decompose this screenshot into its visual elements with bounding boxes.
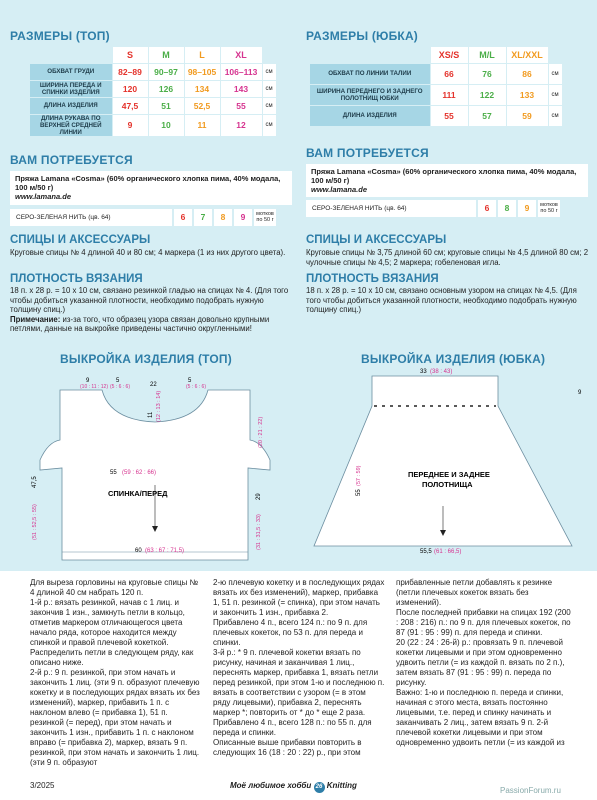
sizes-skirt-table: XS/S M/L XL/XXL ОБХВАТ ПО ЛИНИИ ТАЛИИ 66 76 86 см ШИРИНА ПЕРЕДНЕГО И ЗАДНЕГО ПОЛОТНИЩ ЮБКИ 111 122 133 см ДЛИНА ИЗДЕЛИЯ 55 57 59 см — [310, 47, 563, 127]
needles-left-title: СПИЦЫ И АКСЕССУАРЫ — [10, 234, 151, 246]
color-row-right: СЕРО-ЗЕЛЕНАЯ НИТЬ (цв. 64) 6 8 9 мотков по 50 г — [306, 200, 560, 217]
dim-shoulder-a-alt: (10 : 11 : 12) — [80, 384, 108, 390]
dim-neck-depth: 11 — [148, 411, 154, 418]
dim-side: (31 : 31,5 : 33) — [256, 514, 262, 550]
top-pattern-diagram — [20, 370, 295, 565]
dim-shoulder-b-alt: (5 : 6 : 6) — [110, 384, 131, 390]
dim-total-height-main: 47,5 — [32, 476, 38, 488]
body-column-1: Для выреза горловины на круговые спицы № 4 длиной 40 см набрать 120 п. 1-й р.: вязать резинкой, начав с 1 лиц. и закончив 1 изн., замкнуть петли в кольцо, отметив маркером отличающегося цвета начало ряда, которое находится между спинкой и правой плечевой кокеткой. Распределить петли в следующем ряду, как описано ниже. 2-й р.: 9 п. резинкой, при этом начать и закончить 1 лиц. (эти 9 п. образуют плечевую кокетку и в последующих рядах вязать их без изменений), маркер, прибавить 1 п. с наклоном влево (= прибавка 1), 51 п. резинкой (= перед), при этом начать и закончить 1 изн., прибавить 1 п. с наклоном вправо (= прибавка 2), маркер, вязать 9 п. резинкой, при этом начать и закончить 1 лиц. (эти 9 п. образуют — [30, 578, 200, 767]
table-row: ДЛИНА ИЗДЕЛИЯ 47,5 51 52,5 55 см — [30, 97, 276, 114]
pattern-top-label: СПИНКА/ПЕРЕД — [108, 489, 168, 498]
body-column-2: 2-ю плечевую кокетку и в последующих рядах вязать их без изменений), маркер, прибавка 1, 51 п. резинкой (= спинка), при этом начать и закончить 1 изн., прибавка 2. Прибавлено 4 п., всего 124 п.: по 9 п. для плечевых кокеток, по 53 п. для переда и спинки. 3-й р.: * 9 п. плечевой кокетки вязать по рисунку, начиная и заканчивая 1 лиц., переснять маркер, прибавка 1, вязать петли перед резинкой, при этом 1-ю и последнюю п. вязать в соответствии с узором (= в этом ряду лицевыми), прибавка 2, переснять маркер *; повторить от * до * еще 2 раза. Прибавлено 4 п., всего 128 п.: по 55 п. для переда и спинки. Описанные выше прибавки повторить в следующих 16 (18 : 20 : 22) р., при этом — [213, 578, 385, 757]
need-right-title: ВАМ ПОТРЕБУЕТСЯ — [306, 146, 429, 160]
body-column-3: прибавленные петли добавлять к резинке (петли плечевых кокеток вязать без изменений). После последней прибавки на спицах 192 (200 : 208 : 216) п.: по 9 п. для плечевых кокеток, по 87 (91 : 95 : 99) п. для переда и спинки. 20 (22 : 24 : 26-й) р.: провязать 9 п. плечевой кокетки лицевыми и при этом одновременно удвоить петли (= из каждой п. вязать по 2 п.), затем вязать 87 (91 : 95 : 99) п. переда по рисунку. Важно: 1-ю и последнюю п. переда и спинки, начиная с этого места, вязать постоянно лицевыми, т.е. перед и спинку начинать и заканчивать 2 лиц., затем вязать 9 п. 2-й плечевой кокетки лицевыми и при этом одновременно удвоить петли (= из каждой из — [396, 578, 571, 747]
dim-waist: 33 — [420, 369, 427, 375]
yarn-info-left: Пряжа Lamana «Cosma» (60% органического хлопка пима, 40% модала, 100 м/50 г) www.lamana.de — [10, 171, 292, 205]
gauge-left-title: ПЛОТНОСТЬ ВЯЗАНИЯ — [10, 273, 143, 285]
dim-bottom-width-alt: (63 : 67 : 71,5) — [145, 548, 185, 554]
table-row: ОБХВАТ ПО ЛИНИИ ТАЛИИ 66 76 86 см — [310, 63, 562, 84]
magazine-brand: Моё любимое хобби 26 Knitting — [230, 781, 357, 793]
issue-number: 3/2025 — [30, 781, 55, 790]
sizes-top-table: S M L XL ОБХВАТ ГРУДИ 82–89 90–97 98–105 106–113 см ШИРИНА ПЕРЕДА И СПИНКИ ИЗДЕЛИЯ 120 126 134 143 см ДЛИНА ИЗДЕЛИЯ 47,5 51 52,5 55 см ДЛИНА РУКАВА ПО ВЕРХНЕЙ СРЕДНЕЙ ЛИНИИ 9 10 11 12 см — [30, 47, 277, 137]
dim-total-height: (51 : 52,5 : 55) — [32, 504, 38, 540]
table-row: ДЛИНА ИЗДЕЛИЯ 55 57 59 см — [310, 105, 562, 126]
skirt-label-1: ПЕРЕДНЕЕ И ЗАДНЕЕ — [408, 470, 490, 479]
dim-band: 9 — [578, 390, 582, 396]
table-row: ОБХВАТ ГРУДИ 82–89 90–97 98–105 106–113 см — [30, 63, 276, 80]
dim-shoulder-b-right-alt: (5 : 6 : 6) — [186, 384, 207, 390]
dim-bottom-width: 60 — [135, 548, 142, 554]
gauge-right-title: ПЛОТНОСТЬ ВЯЗАНИЯ — [306, 273, 439, 285]
dim-neck-depth-alt: (12 : 13 : 14) — [156, 390, 162, 422]
dim-hem: 55,5 — [420, 549, 432, 555]
needles-right-title: СПИЦЫ И АКСЕССУАРЫ — [306, 234, 447, 246]
dim-height: 55 — [356, 489, 362, 496]
dim-shoulder-a: 9 — [86, 378, 90, 384]
sizes-top-title: РАЗМЕРЫ (ТОП) — [10, 29, 110, 43]
needles-right-text: Круговые спицы № 3,75 длиной 60 см; круговые спицы № 4,5 длиной 80 см; 2 чулочные спицы № 4,5; 2 маркера; гобеленовая игла. — [306, 248, 589, 267]
pattern-skirt-title: ВЫКРОЙКА ИЗДЕЛИЯ (ЮБКА) — [361, 352, 546, 366]
table-row: ШИРИНА ПЕРЕДНЕГО И ЗАДНЕГО ПОЛОТНИЩ ЮБКИ 111 122 133 см — [310, 84, 562, 105]
dim-shoulder-b-right: 5 — [188, 378, 192, 384]
yarn-info-right: Пряжа Lamana «Cosma» (60% органического хлопка пима, 40% модала, 100 м/50 г) www.lamana.de — [306, 164, 588, 197]
pattern-top-title: ВЫКРОЙКА ИЗДЕЛИЯ (ТОП) — [60, 352, 232, 366]
table-row: ДЛИНА РУКАВА ПО ВЕРХНЕЙ СРЕДНЕЙ ЛИНИИ 9 10 11 12 см — [30, 114, 276, 136]
dim-waist-alt: (38 : 43) — [430, 369, 453, 375]
need-left-title: ВАМ ПОТРЕБУЕТСЯ — [10, 153, 133, 167]
dim-side-main: 29 — [256, 493, 262, 500]
sizes-skirt-title: РАЗМЕРЫ (ЮБКА) — [306, 29, 419, 43]
table-row: ШИРИНА ПЕРЕДА И СПИНКИ ИЗДЕЛИЯ 120 126 134 143 см — [30, 80, 276, 97]
dim-body-width-main: 55 — [110, 470, 117, 476]
color-row-left: СЕРО-ЗЕЛЕНАЯ НИТЬ (цв. 64) 6 7 8 9 мотков по 50 г — [10, 209, 276, 226]
page-number-badge: 26 — [314, 782, 325, 793]
skirt-label-2: ПОЛОТНИЩА — [422, 480, 473, 489]
watermark: PassionForum.ru — [500, 786, 561, 795]
gauge-left-text: 18 п. х 28 р. = 10 х 10 см, связано резинкой гладью на спицах № 4. (Для того чтобы добиться указанной плотности, необходимо подобрать нужную толщину спиц.) Примечание: из-за того, что образец узора связан довольно крупными петлями, данные на выкройке приведены частично округленными! — [10, 286, 289, 334]
skirt-pattern-diagram — [310, 366, 590, 566]
dim-neck: 22 — [150, 382, 157, 388]
dim-height-alt: (57 : 59) — [356, 465, 362, 486]
dim-shoulder-b: 5 — [116, 378, 120, 384]
needles-left-text: Круговые спицы № 4 длиной 40 и 80 см; 4 маркера (1 из них другого цвета). — [10, 248, 286, 257]
dim-body-width: (59 : 62 : 66) — [122, 470, 157, 476]
gauge-right-text: 18 п. х 28 р. = 10 х 10 см, связано основным узором на спицах № 4,5. (Для того чтобы добиться указанной плотности, необходимо подобрать нужную толщину спиц.) — [306, 286, 577, 315]
dim-hem-alt: (61 : 66,5) — [434, 549, 462, 555]
dim-armhole: (20 : 21 : 22) — [258, 416, 264, 448]
